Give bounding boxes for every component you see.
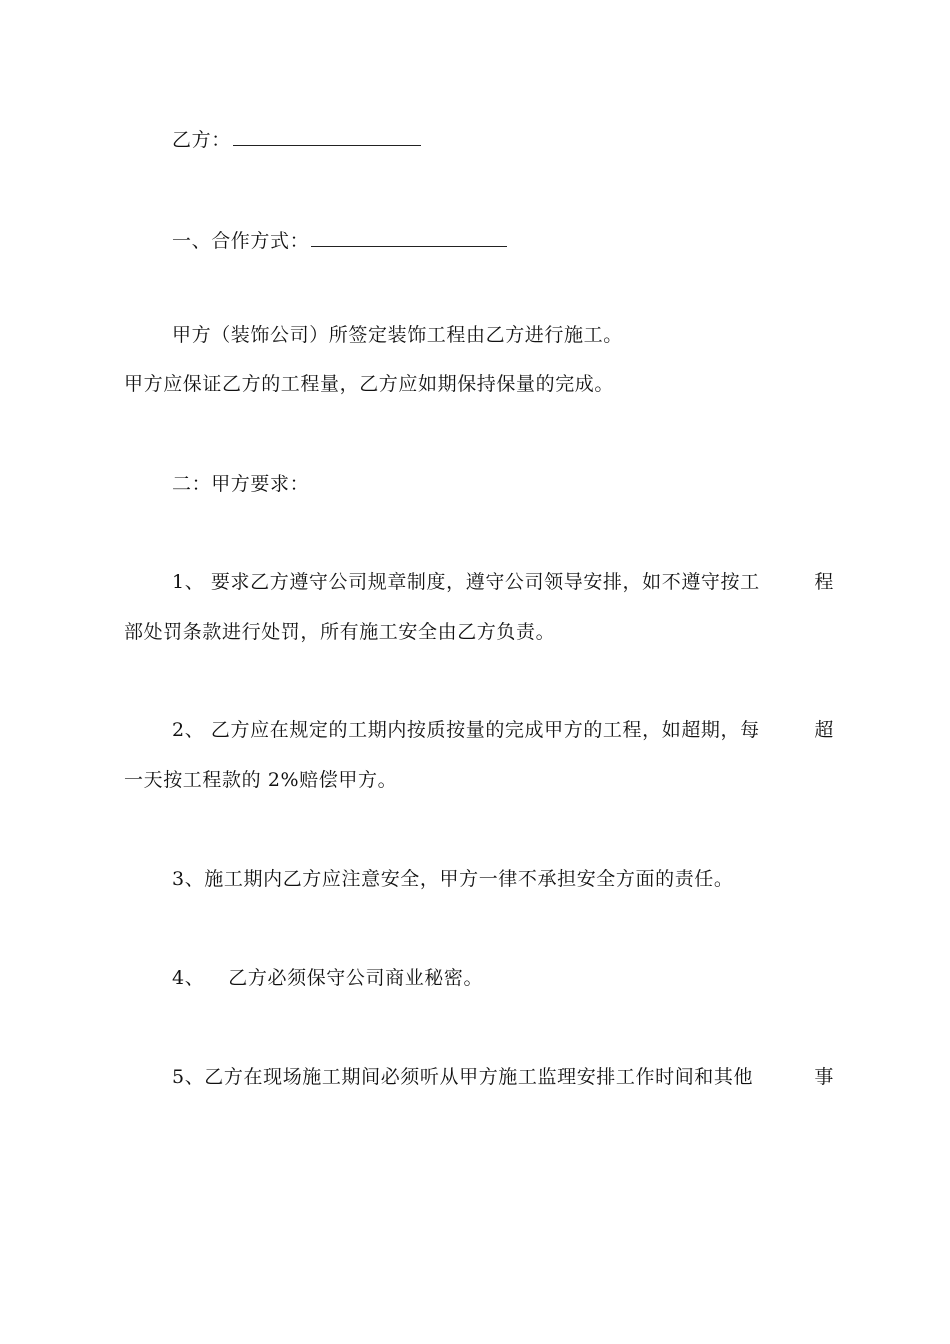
item2-line1-main: 2、 乙方应在规定的工期内按质按量的完成甲方的工程，如超期，每 (172, 719, 760, 741)
paragraph1-line1: 甲方（装饰公司）所签定装饰工程由乙方进行施工。 (172, 324, 623, 346)
item2-line1-end: 超 (814, 719, 834, 741)
item3: 3、施工期内乙方应注意安全，甲方一律不承担安全方面的责任。 (172, 868, 734, 890)
item1-line2: 部处罚条款进行处罚，所有施工安全由乙方负责。 (124, 621, 556, 643)
paragraph1-line2: 甲方应保证乙方的工程量，乙方应如期保持保量的完成。 (124, 373, 615, 395)
section2-heading: 二：甲方要求： (172, 473, 310, 495)
item4-number: 4、 (172, 967, 205, 989)
party-b-line (172, 127, 421, 152)
item2-line2: 一天按工程款的 2%赔偿甲方。 (124, 769, 398, 791)
section1-heading: 一、合作方式： (172, 230, 310, 252)
item4 (172, 966, 483, 990)
party-b-label: 乙方： (172, 129, 231, 151)
item5-line1 (172, 1065, 834, 1089)
item2-line1 (172, 718, 834, 742)
item1-line1 (172, 570, 834, 594)
item5-line1-end: 事 (814, 1066, 834, 1088)
item1-line1-main: 1、 要求乙方遵守公司规章制度，遵守公司领导安排，如不遵守按工 (172, 571, 760, 593)
item5-line1-main: 5、乙方在现场施工期间必须听从甲方施工监理安排工作时间和其他 (172, 1066, 754, 1088)
item1-line1-end: 程 (814, 571, 834, 593)
cooperation-method-blank (311, 228, 507, 247)
party-b-blank (233, 127, 421, 146)
item4-text: 乙方必须保守公司商业秘密。 (228, 967, 484, 989)
section1-heading-line (172, 228, 507, 253)
